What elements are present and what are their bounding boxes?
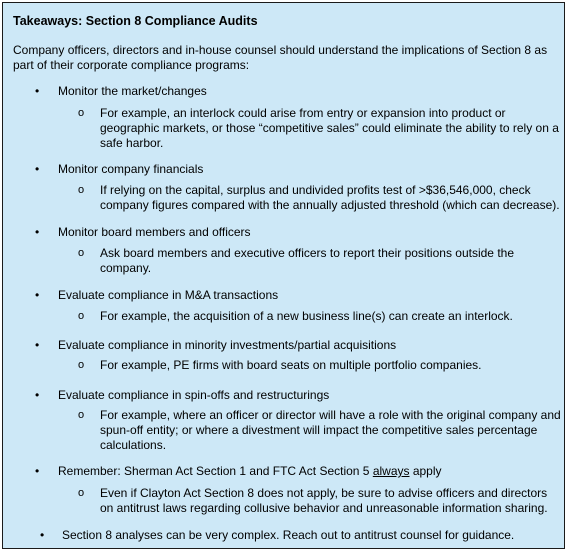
bullet-marker: • bbox=[35, 338, 40, 352]
list-item-label: Evaluate compliance in spin-offs and restructurings bbox=[58, 388, 330, 402]
bullet-marker: • bbox=[40, 528, 45, 542]
label-text: Remember: Sherman Act Section 1 and FTC Act Section 5 bbox=[58, 464, 373, 478]
bullet-marker: • bbox=[35, 225, 40, 239]
bullet-marker: • bbox=[35, 84, 40, 98]
list-item-label: Monitor the market/changes bbox=[58, 84, 207, 98]
sub-bullet-marker: o bbox=[78, 310, 85, 322]
sub-bullet-marker: o bbox=[78, 359, 85, 371]
bullet-marker: • bbox=[35, 388, 40, 402]
sub-bullet-marker: o bbox=[78, 184, 85, 196]
list-item-label: Evaluate compliance in minority investments/partial acquisitions bbox=[58, 338, 397, 352]
sub-bullet-marker: o bbox=[78, 247, 85, 259]
box-title: Takeaways: Section 8 Compliance Audits bbox=[13, 14, 258, 28]
sub-list-item-text: If relying on the capital, surplus and undivided profits test of >$36,546,000, check company figures compared with the annually adjusted threshold (which can decrease). bbox=[100, 183, 560, 212]
takeaways-box bbox=[2, 2, 565, 549]
bullet-marker: • bbox=[35, 288, 40, 302]
sub-bullet-marker: o bbox=[78, 107, 85, 119]
list-item-label: Monitor board members and officers bbox=[58, 225, 251, 239]
bullet-marker: • bbox=[35, 162, 40, 176]
sub-list-item-text: Ask board members and executive officers to report their positions outside the company. bbox=[100, 246, 514, 275]
emphasis-text: always bbox=[372, 464, 410, 478]
sub-list-item-text: Even if Clayton Act Section 8 does not apply, be sure to advise officers and directors on antitrust laws regarding collusive behavior and unreasonable information sharing. bbox=[100, 486, 548, 515]
sub-bullet-marker: o bbox=[78, 487, 85, 499]
bullet-marker: • bbox=[35, 464, 40, 478]
sub-list-item-text: For example, the acquisition of a new business line(s) can create an interlock. bbox=[100, 309, 513, 323]
sub-bullet-marker: o bbox=[78, 409, 85, 421]
sub-list-item-text: For example, an interlock could arise from entry or expansion into product or geographic markets, or those “competitive sales” could eliminate the ability to rely on a safe harbor. bbox=[100, 106, 559, 150]
sub-list-item-text: For example, where an officer or director will have a role with the original company and spun-off entity; or where a divestment will impact the competitive sales percentage calculations. bbox=[100, 408, 561, 452]
list-item-label: Evaluate compliance in M&A transactions bbox=[58, 288, 279, 302]
list-item-label: Section 8 analyses can be very complex. Reach out to antitrust counsel for guidance. bbox=[62, 528, 515, 542]
label-text: apply bbox=[409, 464, 442, 478]
sub-list-item-text: For example, PE firms with board seats on multiple portfolio companies. bbox=[100, 358, 482, 372]
intro-paragraph: Company officers, directors and in-house counsel should understand the implications of Section 8 as part of their corporate compliance programs: bbox=[13, 43, 548, 72]
list-item-label bbox=[58, 464, 442, 479]
list-item-label: Monitor company financials bbox=[58, 162, 204, 176]
